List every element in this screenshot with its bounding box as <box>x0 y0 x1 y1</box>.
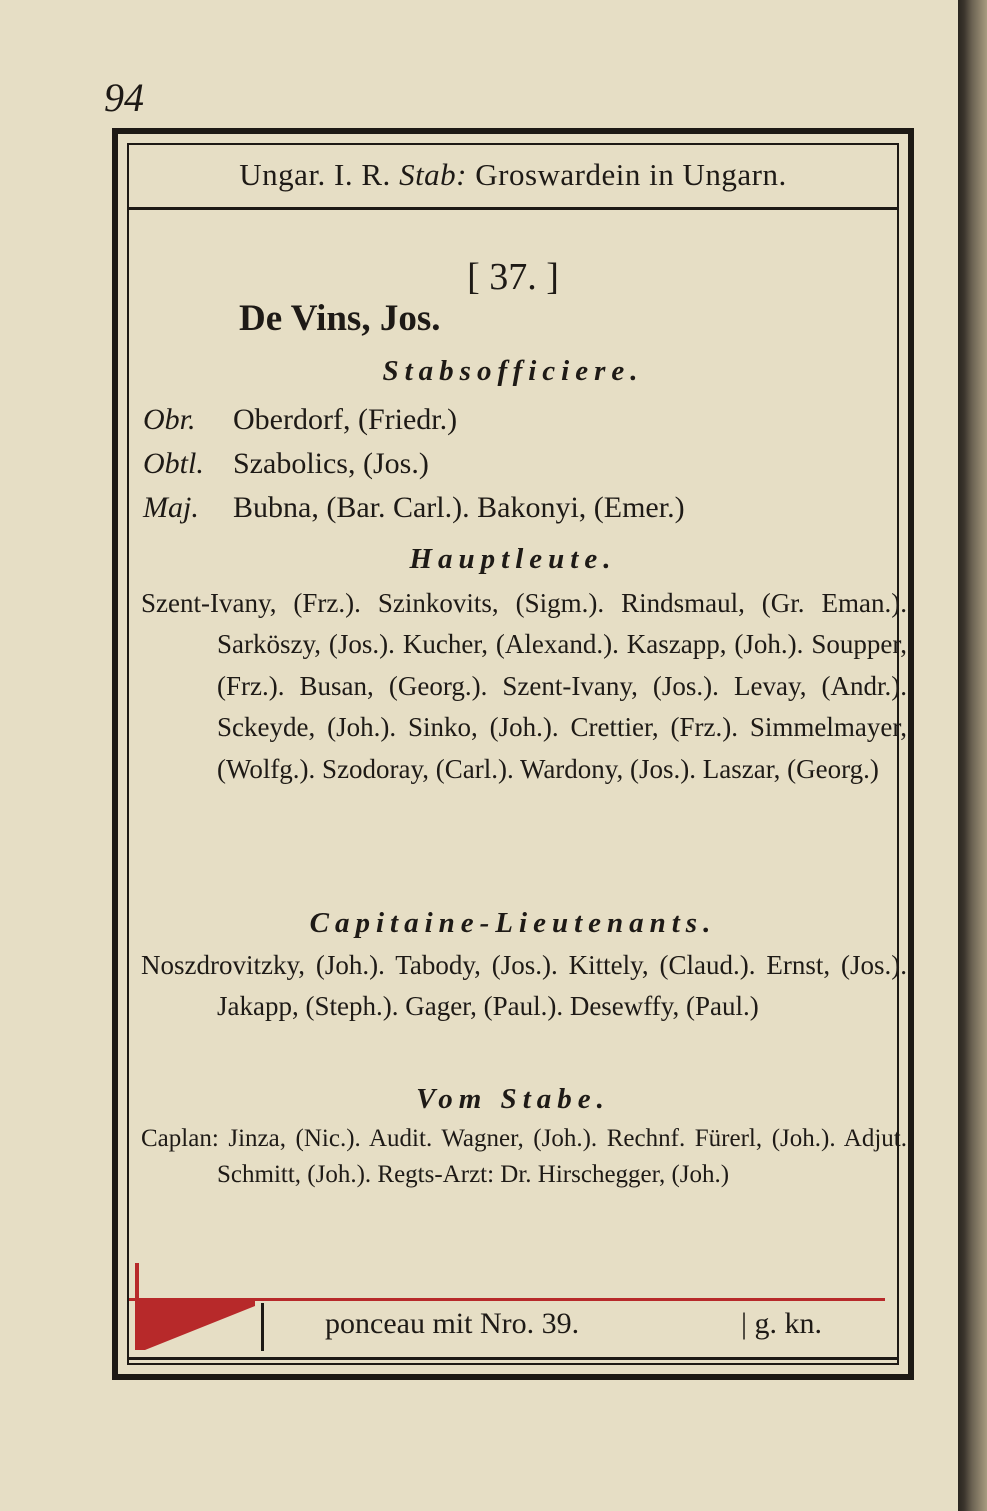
page-number: 94 <box>104 75 144 120</box>
facing-color-swatch <box>135 1298 255 1357</box>
regiment-owner: De Vins, Jos. <box>239 298 441 339</box>
vom-stabe-title: Vom Stabe. <box>416 1083 610 1115</box>
officer-rank: Maj. <box>143 491 199 524</box>
regiment-label: Ungar. I. R. <box>239 157 391 192</box>
regiment-number: [ 37. ] <box>467 256 559 298</box>
stabsofficiere-title: Stabsofficiere. <box>382 355 644 387</box>
header-rule <box>129 207 897 210</box>
capitaine-lieutenants-list: Noszdrovitzky, (Joh.). Tabody, (Jos.). Kittely, (Claud.). Ernst, (Jos.). Jakapp, (Steph.). Gager, (Paul.). Desewffy, (Paul.) <box>141 950 907 1022</box>
officer-names: Szabolics, (Jos.) <box>233 447 429 480</box>
location: Groswardein in Ungarn. <box>475 157 787 192</box>
officer-names: Oberdorf, (Friedr.) <box>233 403 458 436</box>
capitaine-lieutenants-title: Capitaine-Lieutenants. <box>309 907 717 939</box>
hauptleute-list: Szent-Ivany, (Frz.). Szinkovits, (Sigm.). Rindsmaul, (Gr. Eman.). Sarköszy, (Jos.). Kucher, (Alexand.). Kaszapp, (Joh.). Soupper, (Frz.). Busan, (Georg.). Szent-Ivany, (Jos.). Levay, (Andr.). Sckeyde, (Joh.). Sinko, (Joh.). Crettier, (Frz.). Simmelmayer, (Wolfg.). Szodoray, (Carl.). Wardony, (Jos.). Laszar, (Georg.) <box>141 588 907 784</box>
officer-row <box>143 447 429 481</box>
uniform-buttons: | g. kn. <box>741 1307 823 1340</box>
book-gutter <box>958 0 987 1511</box>
stab-label: Stab: <box>399 157 467 192</box>
hauptleute-title: Hauptleute. <box>409 543 617 575</box>
officer-rank: Obtl. <box>143 447 204 480</box>
uniform-facing: ponceau mit Nro. 39. <box>325 1307 580 1340</box>
vom-stabe-list: Caplan: Jinza, (Nic.). Audit. Wagner, (Joh.). Rechnf. Fürerl, (Joh.). Adjut. Schmitt, (Joh.). Regts-Arzt: Dr. Hirschegger, (Joh.) <box>141 1125 907 1188</box>
buttons-label: g. kn. <box>754 1307 823 1340</box>
regiment-frame <box>112 128 914 1380</box>
uniform-divider <box>261 1303 264 1351</box>
facing-color-mark <box>135 1263 139 1299</box>
officer-row <box>143 491 685 525</box>
inner-frame <box>127 143 907 1365</box>
officer-rank: Obr. <box>143 403 196 436</box>
header <box>129 157 897 193</box>
officer-row <box>143 403 457 437</box>
officer-names: Bubna, (Bar. Carl.). Bakonyi, (Emer.) <box>233 491 685 524</box>
bottom-rule <box>129 1357 897 1360</box>
